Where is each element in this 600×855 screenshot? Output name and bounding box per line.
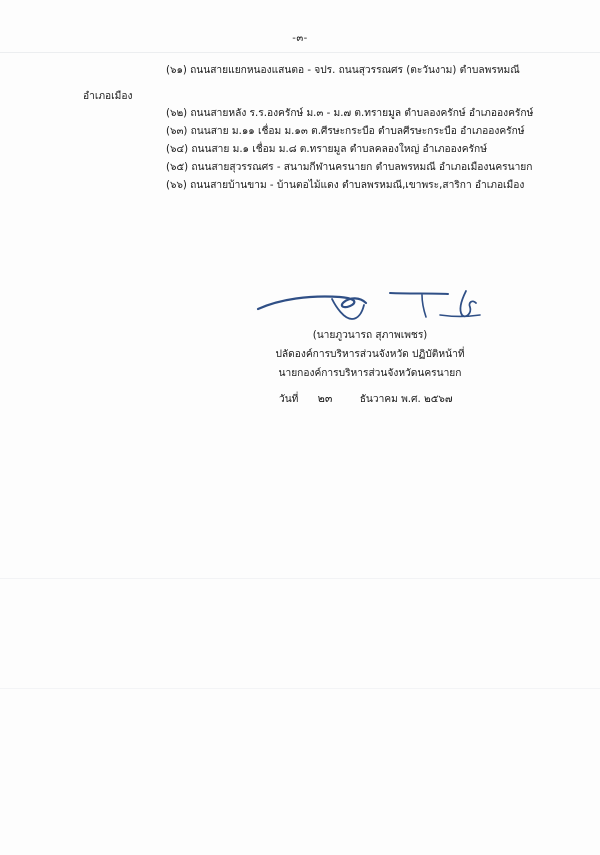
date-day: ๒๓: [317, 392, 333, 405]
road-item-61: (๖๑) ถนนสายแยกหนองแสนตอ - จปร. ถนนสุวรรณศร (ตะวันงาม) ตำบลพรหมณี: [166, 65, 520, 76]
scan-artifact-line: [0, 578, 600, 579]
handwritten-signature: [240, 285, 490, 325]
road-item-63: (๖๓) ถนนสาย ม.๑๑ เชื่อม ม.๑๓ ต.ศีรษะกระบือ ตำบลศีรษะกระบือ อำเภอองครักษ์: [166, 126, 525, 137]
road-item-62: (๖๒) ถนนสายหลัง ร.ร.องครักษ์ ม.๓ - ม.๗ ต.ทรายมูล ตำบลองครักษ์ อำเภอองครักษ์: [166, 108, 534, 119]
signatory-role-line1: ปลัดองค์การบริหารส่วนจังหวัด ปฏิบัติหน้าที่: [275, 349, 465, 360]
date-label: วันที่: [279, 394, 299, 405]
road-item-64: (๖๔) ถนนสาย ม.๑ เชื่อม ม.๘ ต.ทรายมูล ตำบลคลองใหญ่ อำเภอองครักษ์: [166, 144, 487, 155]
road-item-65: (๖๕) ถนนสายสุวรรณศร - สนามกีฬานครนายก ตำบลพรหมณี อำเภอเมืองนครนายก: [166, 162, 533, 173]
date-month-year: ธันวาคม พ.ศ. ๒๕๖๗: [359, 394, 453, 405]
district-heading: อำเภอเมือง: [83, 91, 133, 102]
scan-artifact-line: [0, 688, 600, 689]
scan-artifact-line: [0, 52, 600, 53]
road-item-66: (๖๖) ถนนสายบ้านขาม - บ้านตอไม้แดง ตำบลพรหมณี,เขาพระ,สาริกา อำเภอเมือง: [166, 180, 525, 191]
signatory-name: (นายภูวนารถ สุภาพเพชร): [312, 330, 428, 341]
signatory-role-line2: นายกองค์การบริหารส่วนจังหวัดนครนายก: [278, 368, 462, 379]
date-line: [279, 389, 453, 407]
page-number: -๓-: [292, 33, 308, 44]
